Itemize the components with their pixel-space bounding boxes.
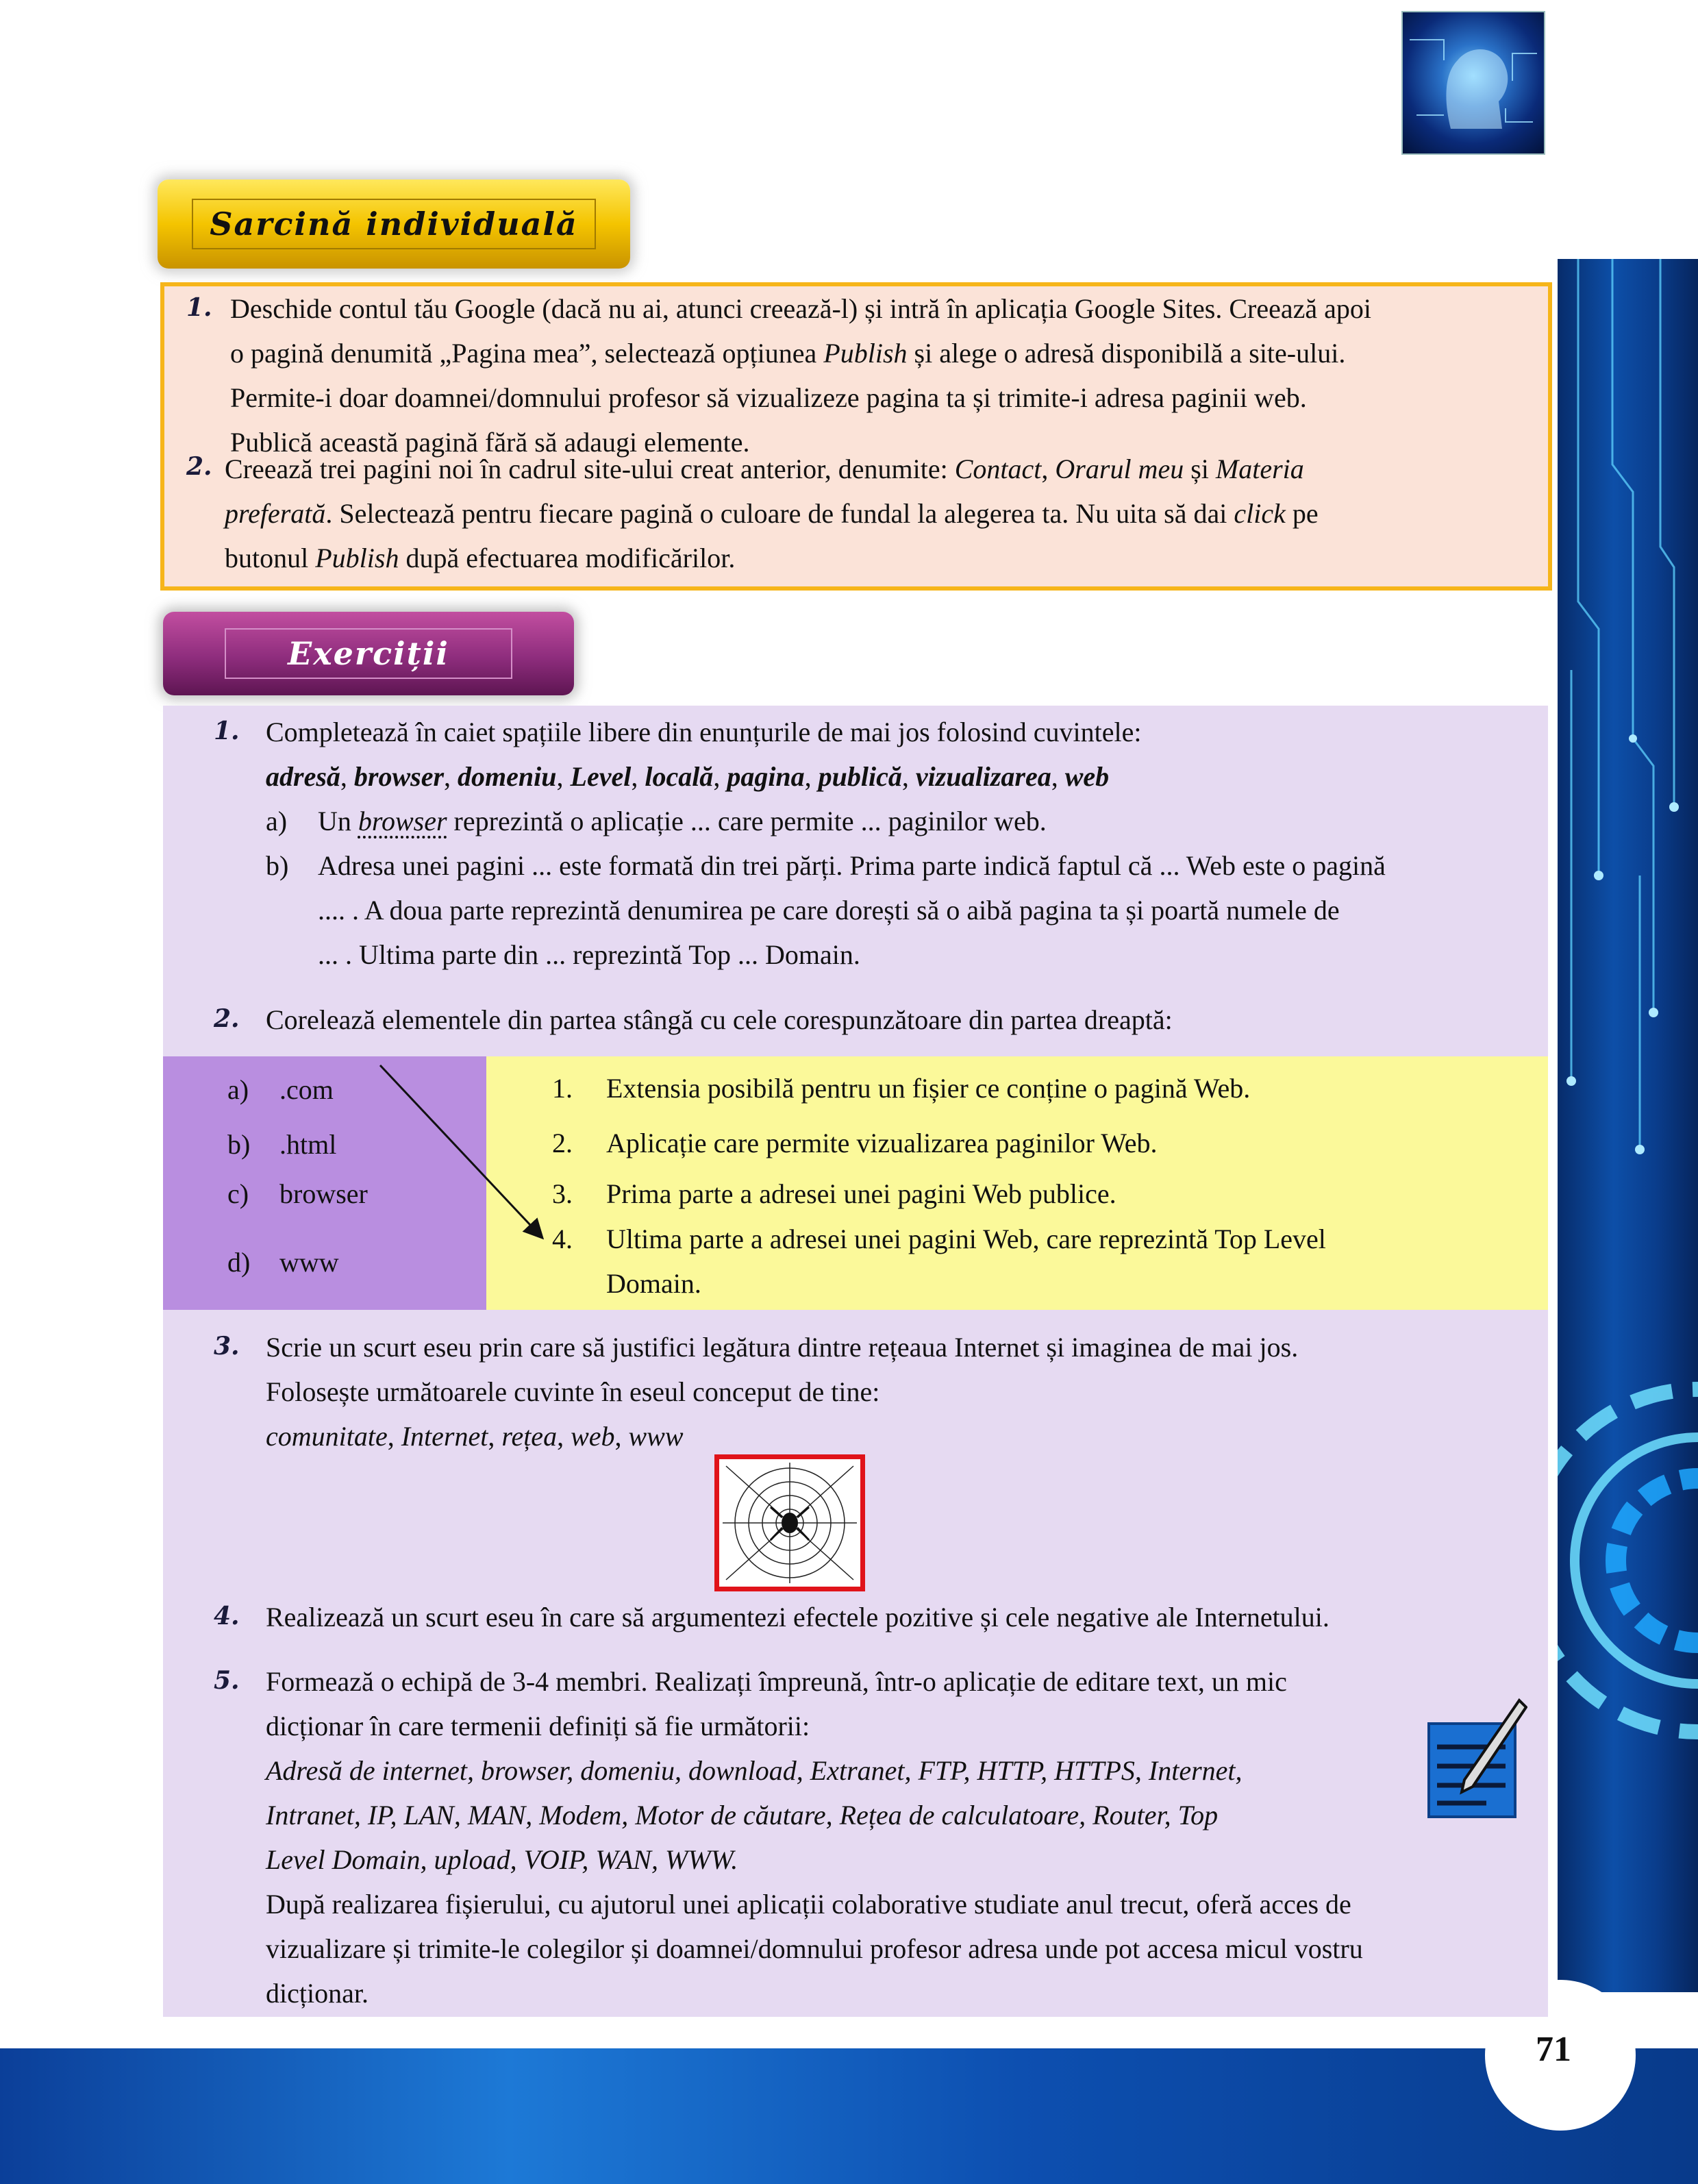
ai-head-image <box>1403 12 1544 153</box>
match-left-item: .html <box>279 1129 337 1160</box>
word: comunitate <box>266 1421 388 1452</box>
exercise-number: 4. <box>214 1602 240 1630</box>
text-span: Publish <box>315 543 399 573</box>
match-left-label: b) <box>227 1129 251 1160</box>
ex1-a-label: a) <box>266 806 288 836</box>
text-span: și alege o adresă disponibilă a site-ului. <box>907 338 1346 369</box>
text-line: Domain. <box>606 1268 701 1299</box>
text-span: și <box>1184 454 1216 484</box>
section-title-text: Sarcină individuală <box>192 199 595 249</box>
ex5-terms <box>266 1748 1416 1882</box>
task-number: 1. <box>186 293 212 322</box>
page-number: 71 <box>1536 2030 1571 2069</box>
text-line <box>225 536 1533 580</box>
text-span: Un <box>318 806 358 836</box>
text-line <box>225 491 1533 536</box>
text-span: Publish <box>823 338 908 369</box>
word: vizualizarea <box>915 761 1051 792</box>
text-line: vizualizare și trimite-le colegilor și doamnei/domnului profesor adresa unde pot accesa micul vostru <box>266 1933 1363 1964</box>
section-title-sarcina <box>158 179 630 269</box>
task1-text <box>230 286 1545 464</box>
text-span: o pagină denumită „Pagina mea”, selectează opțiunea <box>230 338 824 369</box>
text-line: Ultima parte a adresei unei pagini Web, care reprezintă Top Level <box>606 1224 1326 1254</box>
word: locală <box>645 761 714 792</box>
word: rețea <box>501 1421 558 1452</box>
match-right-item: Prima parte a adresei unei pagini Web publice. <box>606 1178 1116 1209</box>
text-line: După realizarea fișierului, cu ajutorul unei aplicații colaborative studiate anul trecut, oferă acces de <box>266 1889 1351 1920</box>
match-arrow <box>370 1055 562 1261</box>
text-line: Adresă de internet, browser, domeniu, download, Extranet, FTP, HTTP, HTTPS, Internet, <box>266 1755 1243 1786</box>
word: web <box>571 1421 615 1452</box>
section-title-exercitii <box>163 612 574 695</box>
text-line: dicționar. <box>266 1978 369 2009</box>
text-line: dicționar în care termenii definiți să fie următorii: <box>266 1711 810 1741</box>
match-right-label: 2. <box>552 1128 573 1158</box>
text-line: Level Domain, upload, VOIP, WAN, WWW. <box>266 1844 738 1875</box>
match-right-label: 1. <box>552 1073 573 1104</box>
text-line: Intranet, IP, LAN, MAN, Modem, Motor de căutare, Rețea de calculatoare, Router, Top <box>266 1800 1219 1831</box>
exercise-number: 3. <box>214 1332 240 1361</box>
ex4-text: Realizează un scurt eseu în care să argumentezi efectele pozitive și cele negative ale Internetului. <box>266 1602 1329 1633</box>
match-right-label: 3. <box>552 1178 573 1209</box>
text-line: ... . Ultima parte din ... reprezintă Top ... Domain. <box>318 939 860 970</box>
exercise-number: 1. <box>214 717 240 745</box>
text-line <box>225 447 1533 491</box>
word: pagina <box>727 761 805 792</box>
ex5-text <box>266 1659 1530 1748</box>
text-span: . Selectează pentru fiecare pagină o culoare de fundal la alegerea ta. Nu uita să dai <box>325 498 1234 529</box>
text-span: reprezintă o aplicație ... care permite ... paginilor web. <box>447 806 1047 836</box>
text-span: Creează trei pagini noi în cadrul site-ului creat anterior, denumite: <box>225 454 955 484</box>
text-line: Deschide contul tău Google (dacă nu ai, atunci creează-l) și intră în aplicația Google Sites. Creează apoi <box>230 293 1371 324</box>
word: web <box>1064 761 1110 792</box>
exercise-number: 2. <box>214 1004 240 1033</box>
text-line: .... . A doua parte reprezintă denumirea pe care dorești să o aibă pagina ta și poartă numele de <box>318 895 1340 926</box>
ex1-b-text <box>318 843 1537 977</box>
pencil-notes-icon <box>1425 1692 1527 1829</box>
match-left-item: .com <box>279 1074 334 1105</box>
ex1-a-text <box>318 799 1537 843</box>
word: Level <box>570 761 632 792</box>
match-right-item <box>606 1217 1531 1306</box>
circuit-decoration <box>1558 259 1698 1992</box>
task-number: 2. <box>186 452 212 481</box>
word: Internet <box>401 1421 488 1452</box>
spider-web-image <box>714 1454 865 1591</box>
exercise-number: 5. <box>214 1666 240 1695</box>
text-span: butonul <box>225 543 316 573</box>
word: adresă <box>266 761 340 792</box>
section-title-text: Exerciții <box>225 628 512 679</box>
word: browser <box>353 761 445 792</box>
text-line: Scrie un scurt eseu prin care să justifici legătura dintre rețeaua Internet și imaginea de mai jos. <box>266 1332 1299 1363</box>
ex3-word-list: comunitate, Internet, rețea, web, www <box>266 1421 684 1452</box>
text-span: Orarul meu <box>1055 454 1184 484</box>
word: publică <box>818 761 902 792</box>
example-word: browser <box>358 806 447 836</box>
text-line: Formează o echipă de 3-4 membri. Realizați împreună, într-o aplicație de editare text, un mic <box>266 1666 1287 1697</box>
text-span: Contact <box>954 454 1042 484</box>
text-line <box>230 331 1545 375</box>
match-left-item: www <box>279 1247 339 1278</box>
word: www <box>628 1421 684 1452</box>
text-line: Publică această pagină fără să adaugi elemente. <box>230 427 750 458</box>
footer-band <box>0 2048 1698 2184</box>
text-line: Folosește următoarele cuvinte în eseul conceput de tine: <box>266 1376 880 1407</box>
ex1-b-label: b) <box>266 850 289 881</box>
match-left-label: c) <box>227 1178 249 1209</box>
match-left-label: a) <box>227 1074 249 1105</box>
ex3-text <box>266 1325 1530 1414</box>
match-right-label: 4. <box>552 1224 573 1254</box>
match-left-item: browser <box>279 1178 368 1209</box>
match-left-label: d) <box>227 1247 251 1278</box>
ex1-intro: Completează în caiet spațiile libere din enunțurile de mai jos folosind cuvintele: <box>266 717 1142 747</box>
match-right-item: Extensia posibilă pentru un fișier ce conține o pagină Web. <box>606 1073 1251 1104</box>
task2-text <box>225 447 1533 580</box>
text-span: , <box>1041 454 1056 484</box>
text-span: click <box>1234 498 1286 529</box>
match-right-item: Aplicație care permite vizualizarea paginilor Web. <box>606 1128 1158 1158</box>
word: domeniu <box>458 761 557 792</box>
text-line: Adresa unei pagini ... este formată din trei părți. Prima parte indică faptul că ... Web este o pagină <box>318 850 1386 881</box>
ex2-intro: Corelează elementele din partea stângă cu cele corespunzătoare din partea dreaptă: <box>266 1004 1173 1035</box>
ex1-word-list: adresă, browser, domeniu, Level, locală, pagina, publică, vizualizarea, web <box>266 761 1110 792</box>
ex5-paragraph <box>266 1882 1530 2015</box>
text-line: Permite-i doar doamnei/domnului profesor să vizualizeze pagina ta și trimite-i adresa paginii web. <box>230 382 1307 413</box>
text-span: preferată <box>225 498 326 529</box>
text-span: Materia <box>1215 454 1304 484</box>
text-span: pe <box>1285 498 1319 529</box>
text-span: după efectuarea modificărilor. <box>399 543 736 573</box>
